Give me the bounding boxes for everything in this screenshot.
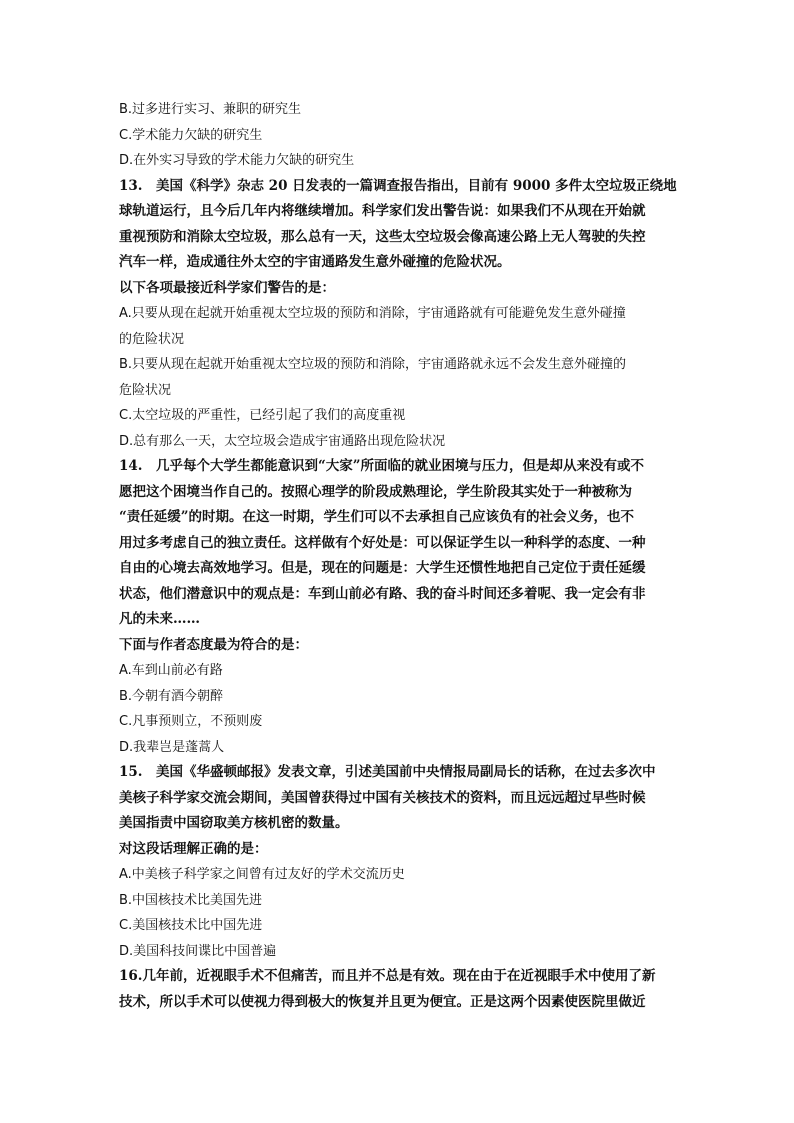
answer-option-line: B.今朝有酒今朝醉	[119, 688, 224, 704]
question-text-line: 16.几年前，近视眼手术不但痛苦，而且并不总是有效。现在由于在近视眼手术中使用了新	[119, 968, 656, 984]
answer-option-line: D.在外实习导致的学术能力欠缺的研究生	[119, 153, 355, 168]
document-page	[119, 97, 679, 1015]
answer-option-line: B.中国核技术比美国先进	[119, 892, 263, 908]
answer-option-line: C.学术能力欠缺的研究生	[119, 127, 263, 143]
question-text-line: “责任延缓”的时期。在这一时期，学生们可以不去承担自己应该负有的社会义务，也不	[119, 509, 635, 525]
question-text-line: 用过多考虑自己的独立责任。这样做有个好处是：可以保证学生以一种科学的态度、一种	[119, 534, 646, 551]
answer-option-line: D.总有那么一天，太空垃圾会造成宇宙通路出现危险状况	[119, 433, 446, 449]
answer-option-line: A.车到山前必有路	[119, 663, 223, 678]
question-text-line: 美国指责中国窃取美方核机密的数量。	[119, 815, 349, 831]
question-text-line: 技术，所以手术可以使视力得到极大的恢复并且更为便宜。正是这两个因素使医院里做近	[119, 993, 646, 1010]
question-text-line: 重视预防和消除太空垃圾，那么总有一天，这些太空垃圾会像高速公路上无人驾驶的失控	[119, 228, 646, 245]
question-text-line: 状态，他们潜意识中的观点是：车到山前必有路、我的奋斗时间还多着呢、我一定会有非	[119, 585, 646, 602]
answer-option-line: B.过多进行实习、兼职的研究生	[119, 102, 302, 117]
question-text-line: 美核子科学家交流会期间，美国曾获得过中国有关核技术的资料，而且远远超过早些时候	[119, 789, 646, 806]
answer-option-line: A.只要从现在起就开始重视太空垃圾的预防和消除，宇宙通路就有可能避免发生意外碰撞	[119, 306, 626, 321]
question-text-line: 愿把这个困境当作自己的。按照心理学的阶段成熟理论，学生阶段其实处于一种被称为	[119, 483, 632, 500]
answer-option-line: C.太空垃圾的严重性，已经引起了我们的高度重视	[119, 408, 406, 423]
question-text-line: 13. 美国《科学》杂志 20 日发表的一篇调查报告指出，目前有 9000 多件太空垃圾正绕地	[119, 177, 677, 194]
answer-option-line: 的危险状况	[119, 331, 185, 347]
question-text-line: 14. 几乎每个大学生都能意识到“大家”所面临的就业困境与压力，但是却从来没有或不	[119, 458, 645, 474]
question-text-line: 15. 美国《华盛顿邮报》发表文章，引述美国前中央情报局副局长的话称，在过去多次中	[119, 764, 656, 780]
answer-option-line: 危险状况	[119, 382, 172, 398]
answer-option-line: B.只要从现在起就开始重视太空垃圾的预防和消除，宇宙通路就永远不会发生意外碰撞的	[119, 357, 627, 372]
question-text-line: 下面与作者态度最为符合的是：	[119, 636, 308, 653]
answer-option-line: D.我辈岂是蓬蒿人	[119, 739, 225, 755]
answer-option-line: C.凡事预则立，不预则废	[119, 714, 263, 729]
answer-option-line: D.美国科技间谍比中国普遍	[119, 943, 277, 959]
question-text-line: 凡的未来……	[119, 611, 200, 627]
answer-option-line: A.中美核子科学家之间曾有过友好的学术交流历史	[119, 867, 405, 882]
question-text-line: 球轨道运行，且今后几年内将继续增加。科学家们发出警告说：如果我们不从现在开始就	[119, 203, 646, 219]
question-text-line: 对这段话理解正确的是：	[119, 840, 268, 857]
answer-option-line: C.美国核技术比中国先进	[119, 918, 263, 933]
question-text-line: 汽车一样，造成通往外太空的宇宙通路发生意外碰撞的危险状况。	[119, 254, 511, 270]
question-text-line: 以下各项最接近科学家们警告的是：	[119, 279, 335, 296]
question-text-line: 自由的心境去高效地学习。但是，现在的问题是：大学生还惯性地把自己定位于责任延缓	[119, 560, 646, 576]
